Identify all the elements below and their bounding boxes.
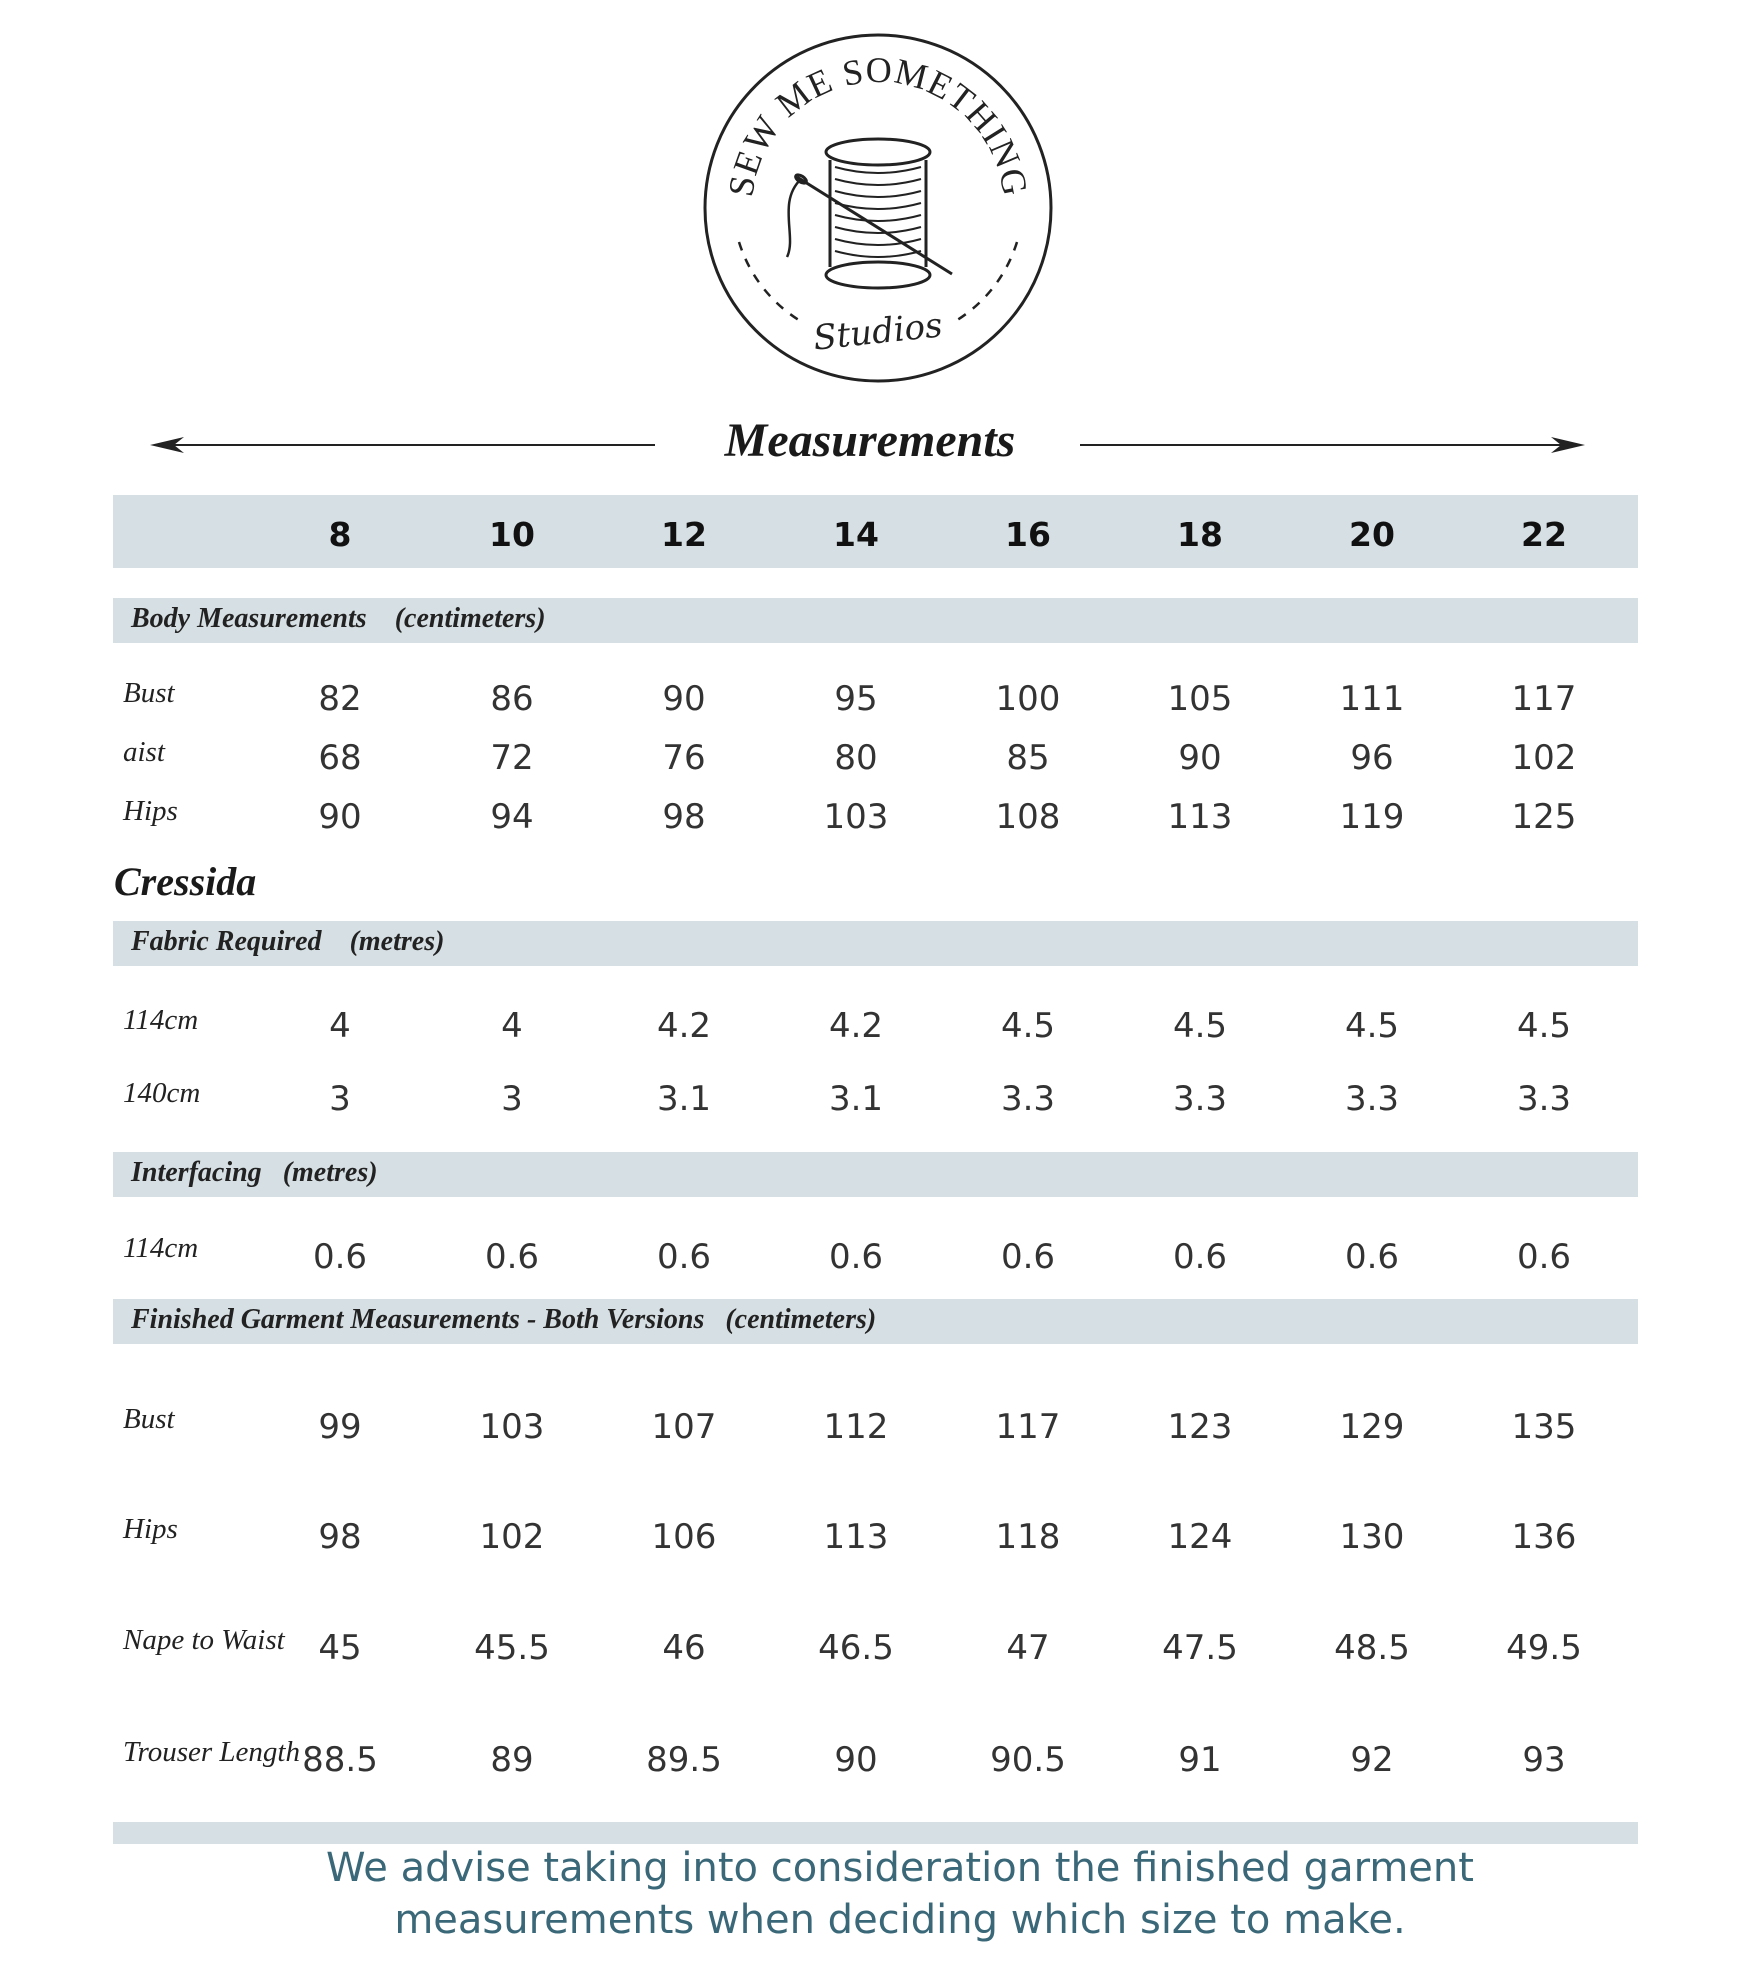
table-cell: 90 <box>834 1740 878 1780</box>
table-cell: 90 <box>662 679 706 719</box>
table-cell: 47 <box>1006 1628 1050 1668</box>
table-cell: 130 <box>1339 1517 1405 1557</box>
row-label: Hips <box>123 795 178 827</box>
logo <box>697 27 1059 389</box>
table-cell: 91 <box>1178 1740 1222 1780</box>
row-label: 140cm <box>123 1077 201 1109</box>
table-cell: 3 <box>501 1079 523 1119</box>
section-title-text: Fabric Required <box>131 926 322 957</box>
table-cell: 123 <box>1167 1407 1233 1447</box>
table-row <box>113 1624 1638 1674</box>
table-cell: 117 <box>1511 679 1577 719</box>
table-row <box>113 1736 1638 1786</box>
row-label: Hips <box>123 1513 178 1545</box>
size-label: 8 <box>328 515 352 554</box>
row-label: Bust <box>123 677 175 709</box>
table-cell: 113 <box>1167 797 1233 837</box>
size-label: 10 <box>489 515 535 554</box>
table-cell: 118 <box>995 1517 1061 1557</box>
table-cell: 102 <box>1511 738 1577 778</box>
table-cell: 48.5 <box>1334 1628 1410 1668</box>
table-cell: 3 <box>329 1079 351 1119</box>
section-unit: (centimeters) <box>725 1304 877 1335</box>
table-cell: 111 <box>1339 679 1405 719</box>
table-cell: 76 <box>662 738 706 778</box>
row-label: Bust <box>123 1403 175 1435</box>
table-cell: 4.2 <box>828 1006 884 1046</box>
table-cell: 94 <box>490 797 534 837</box>
table-cell: 82 <box>318 679 362 719</box>
table-cell: 105 <box>1167 679 1233 719</box>
table-cell: 72 <box>490 738 534 778</box>
table-cell: 4 <box>501 1006 523 1046</box>
table-cell: 45 <box>318 1628 362 1668</box>
table-cell: 129 <box>1339 1407 1405 1447</box>
table-cell: 46.5 <box>818 1628 894 1668</box>
row-label: Trouser Length <box>123 1736 300 1768</box>
size-label: 18 <box>1177 515 1223 554</box>
table-cell: 96 <box>1350 738 1394 778</box>
section-unit: (centimeters) <box>394 603 546 634</box>
table-cell: 80 <box>834 738 878 778</box>
section-header-body-measurements <box>113 598 1638 643</box>
table-cell: 103 <box>823 797 889 837</box>
table-row <box>113 677 1638 727</box>
table-cell: 90 <box>1178 738 1222 778</box>
table-cell: 4.5 <box>1000 1006 1056 1046</box>
table-cell: 0.6 <box>1516 1237 1572 1277</box>
table-cell: 113 <box>823 1517 889 1557</box>
table-cell: 106 <box>651 1517 717 1557</box>
table-cell: 4.2 <box>656 1006 712 1046</box>
table-cell: 90.5 <box>990 1740 1066 1780</box>
table-cell: 45.5 <box>474 1628 550 1668</box>
table-cell: 86 <box>490 679 534 719</box>
table-cell: 112 <box>823 1407 889 1447</box>
table-cell: 102 <box>479 1517 545 1557</box>
size-label: 14 <box>833 515 879 554</box>
section-title <box>131 926 444 958</box>
table-cell: 0.6 <box>1344 1237 1400 1277</box>
table-cell: 89.5 <box>646 1740 722 1780</box>
table-row <box>113 1232 1638 1282</box>
table-cell: 108 <box>995 797 1061 837</box>
row-label: Nape to Waist <box>123 1624 285 1656</box>
table-cell: 135 <box>1511 1407 1577 1447</box>
row-label: 114cm <box>123 1232 199 1264</box>
table-cell: 3.1 <box>656 1079 712 1119</box>
table-cell: 0.6 <box>484 1237 540 1277</box>
logo-top-text: SEW ME SOMETHING <box>720 49 1036 200</box>
table-cell: 98 <box>662 797 706 837</box>
table-cell: 4.5 <box>1172 1006 1228 1046</box>
table-row <box>113 1077 1638 1127</box>
table-cell: 3.1 <box>828 1079 884 1119</box>
table-cell: 3.3 <box>1000 1079 1056 1119</box>
table-cell: 47.5 <box>1162 1628 1238 1668</box>
size-label: 20 <box>1349 515 1395 554</box>
right-arrow-icon <box>1075 435 1585 455</box>
table-cell: 88.5 <box>302 1740 378 1780</box>
table-cell: 92 <box>1350 1740 1394 1780</box>
table-cell: 99 <box>318 1407 362 1447</box>
table-cell: 4.5 <box>1516 1006 1572 1046</box>
section-title <box>131 603 546 635</box>
table-row <box>113 736 1638 786</box>
table-cell: 89 <box>490 1740 534 1780</box>
svg-text:SEW ME SOMETHING <box>720 50 1035 199</box>
advice-note <box>200 1842 1600 1946</box>
advice-note-line: We advise taking into consideration the finished garment <box>326 1845 1474 1891</box>
table-cell: 107 <box>651 1407 717 1447</box>
section-title-text: Finished Garment Measurements - Both Versions <box>131 1304 705 1335</box>
table-cell: 0.6 <box>1000 1237 1056 1277</box>
section-title <box>131 1304 876 1336</box>
section-title <box>131 1157 378 1189</box>
table-cell: 85 <box>1006 738 1050 778</box>
table-cell: 119 <box>1339 797 1405 837</box>
table-cell: 90 <box>318 797 362 837</box>
measurements-heading-row <box>150 405 1590 485</box>
logo-bottom-text: Studios <box>811 305 945 359</box>
table-cell: 98 <box>318 1517 362 1557</box>
table-cell: 125 <box>1511 797 1577 837</box>
table-row <box>113 795 1638 845</box>
table-cell: 0.6 <box>1172 1237 1228 1277</box>
table-cell: 3.3 <box>1516 1079 1572 1119</box>
table-cell: 93 <box>1522 1740 1566 1780</box>
section-header-interfacing <box>113 1152 1638 1197</box>
section-title-text: Body Measurements <box>131 603 367 634</box>
table-cell: 3.3 <box>1172 1079 1228 1119</box>
page-title: Measurements <box>724 414 1016 467</box>
section-header-finished-garment <box>113 1299 1638 1344</box>
pattern-name: Cressida <box>114 859 257 904</box>
table-row <box>113 1403 1638 1453</box>
table-cell: 4.5 <box>1344 1006 1400 1046</box>
bottom-divider-band <box>113 1822 1638 1844</box>
size-label: 16 <box>1005 515 1051 554</box>
table-row <box>113 1513 1638 1563</box>
table-cell: 0.6 <box>656 1237 712 1277</box>
table-cell: 68 <box>318 738 362 778</box>
section-unit: (metres) <box>282 1157 378 1188</box>
table-cell: 46 <box>662 1628 706 1668</box>
row-label: 114cm <box>123 1004 199 1036</box>
table-cell: 49.5 <box>1506 1628 1582 1668</box>
size-header <box>113 495 1638 568</box>
advice-note-line: measurements when deciding which size to make. <box>394 1897 1406 1943</box>
section-unit: (metres) <box>349 926 445 957</box>
table-cell: 100 <box>995 679 1061 719</box>
table-cell: 0.6 <box>828 1237 884 1277</box>
section-title-text: Interfacing <box>131 1157 262 1188</box>
table-cell: 3.3 <box>1344 1079 1400 1119</box>
size-header-band <box>113 495 1638 568</box>
table-cell: 117 <box>995 1407 1061 1447</box>
row-label: aist <box>123 736 165 768</box>
section-header-fabric-required <box>113 921 1638 966</box>
table-cell: 0.6 <box>312 1237 368 1277</box>
table-cell: 124 <box>1167 1517 1233 1557</box>
table-row <box>113 1004 1638 1054</box>
thread-spool-with-needle-icon <box>787 139 952 288</box>
table-cell: 136 <box>1511 1517 1577 1557</box>
size-label: 22 <box>1521 515 1567 554</box>
table-cell: 95 <box>834 679 878 719</box>
size-label: 12 <box>661 515 707 554</box>
table-cell: 103 <box>479 1407 545 1447</box>
table-cell: 4 <box>329 1006 351 1046</box>
